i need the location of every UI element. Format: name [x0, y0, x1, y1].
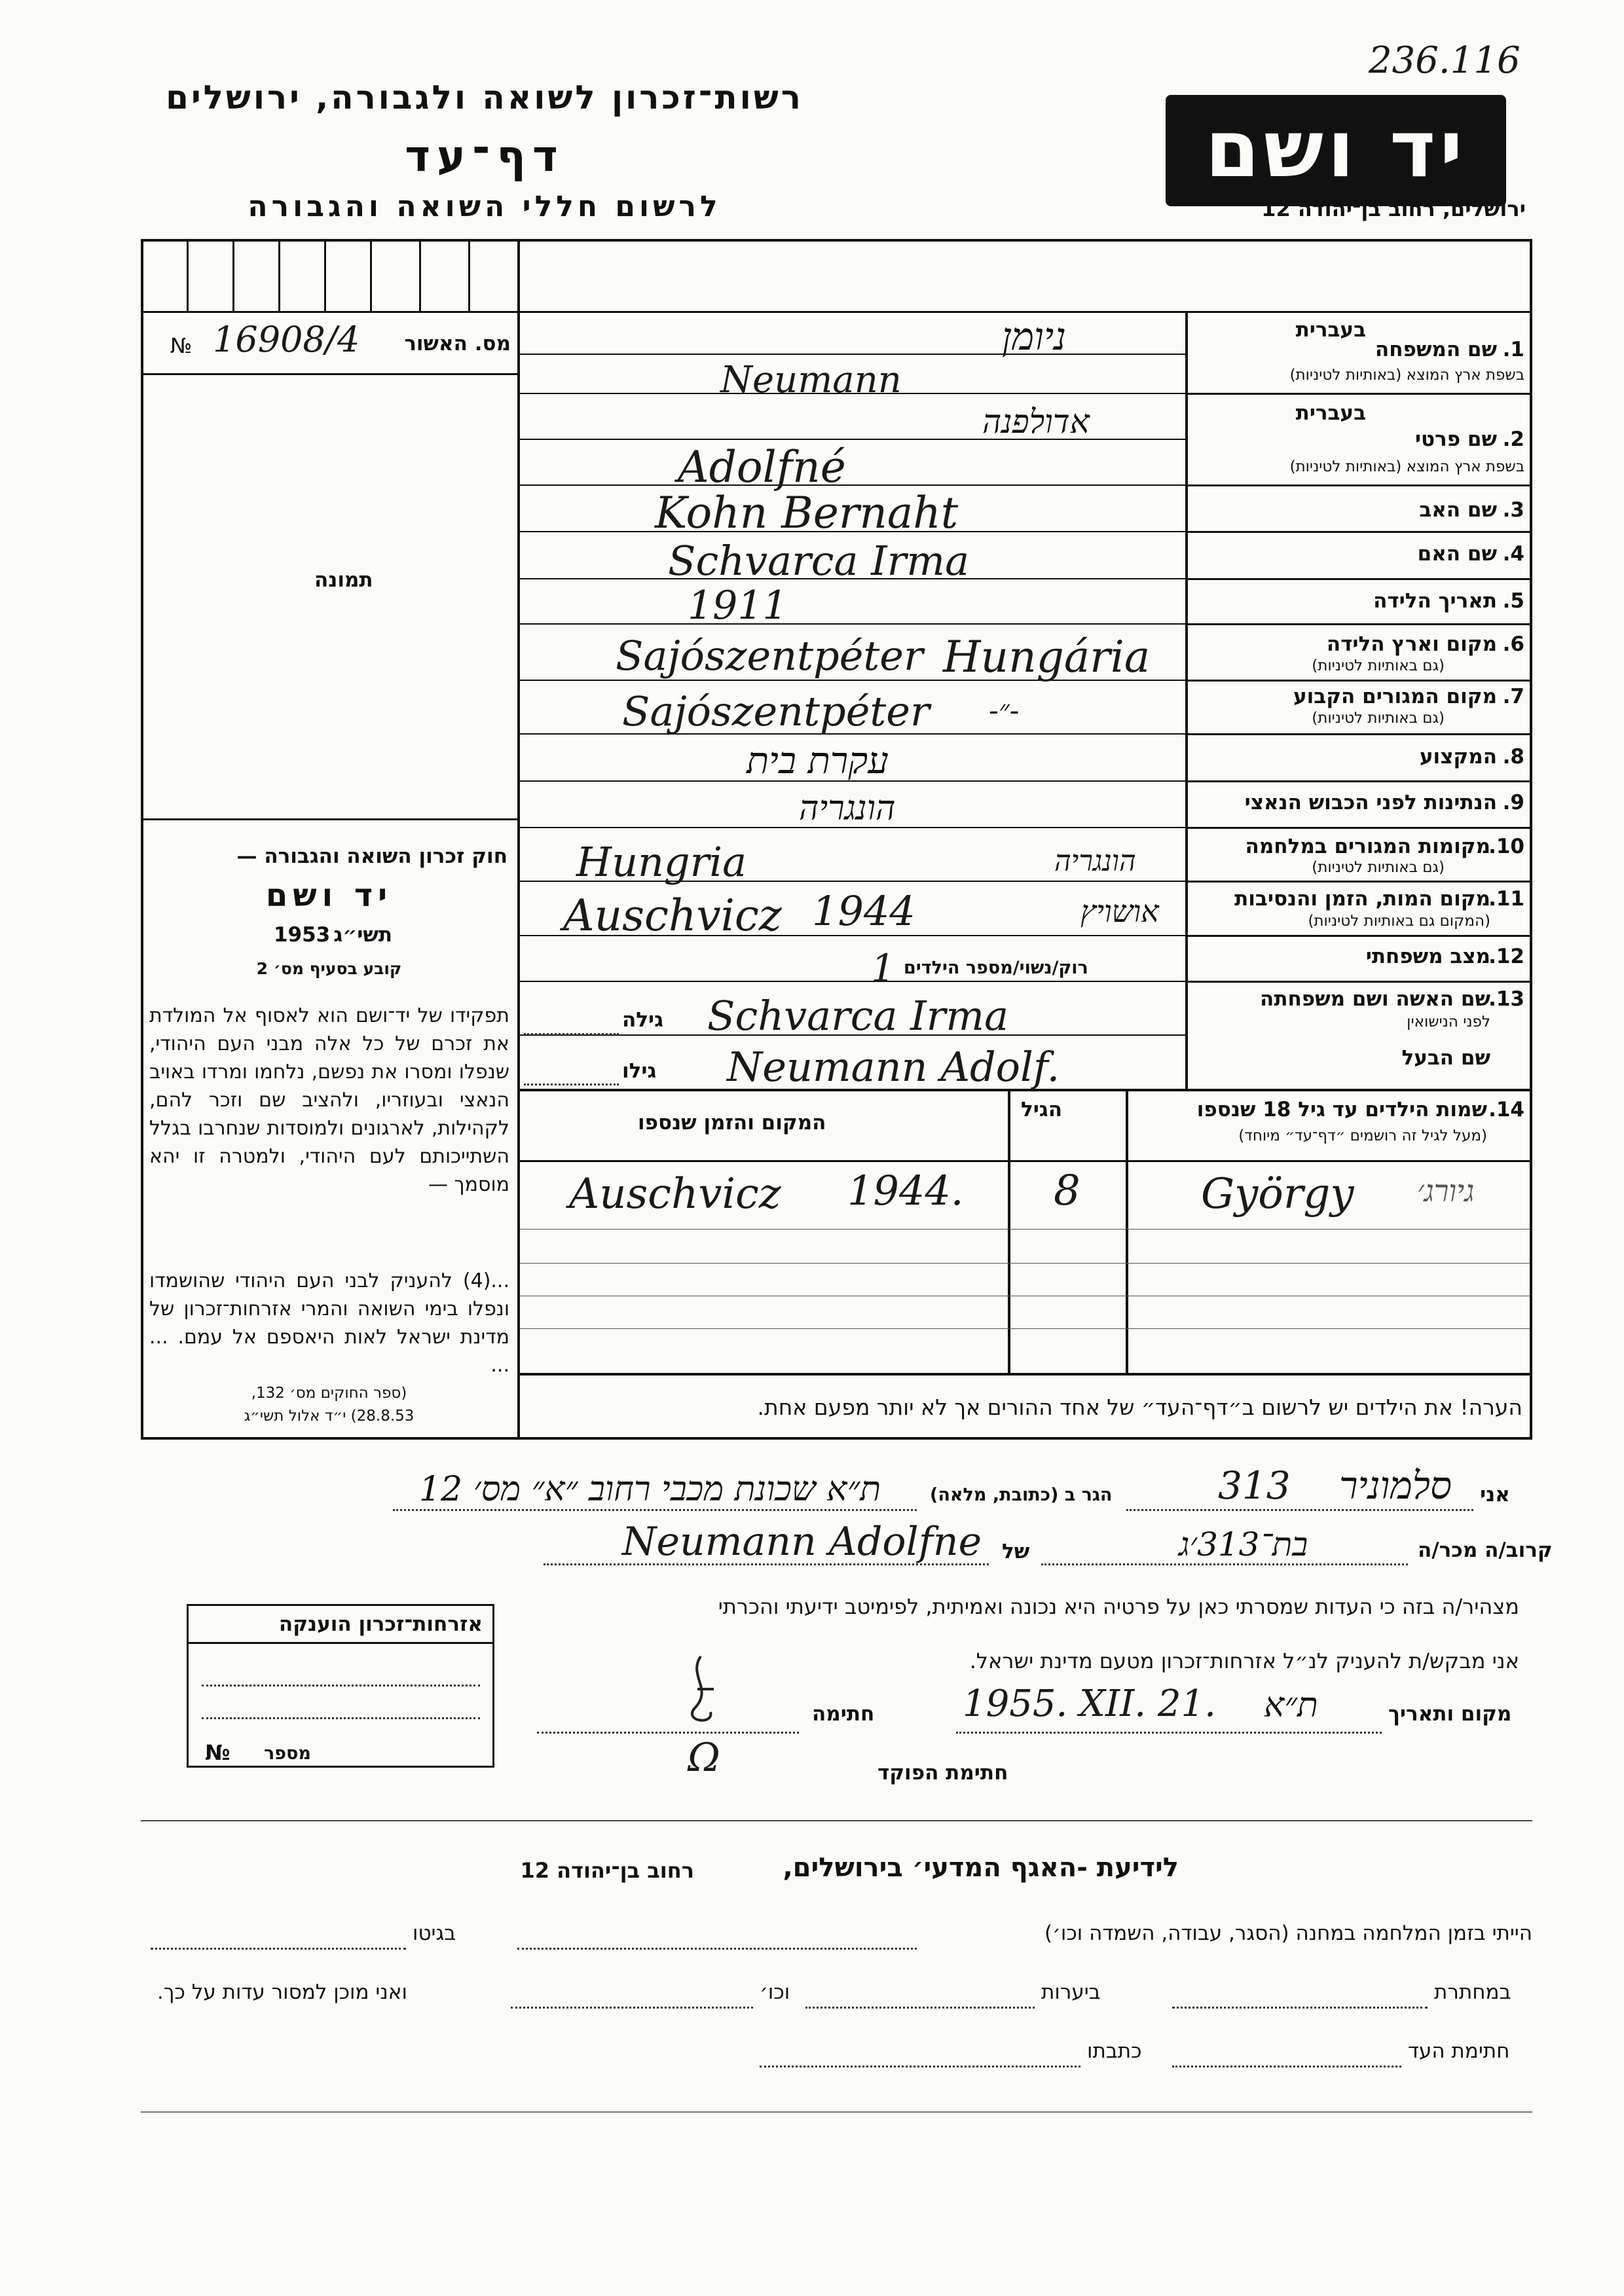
- decl-lives-label: הגר ב (כתובת, מלאה): [930, 1485, 1113, 1505]
- field5-label: תאריך הלידה: [1373, 589, 1497, 613]
- header-address: ירושלים, רחוב בן־יהודה 12: [1261, 196, 1526, 221]
- decl-statement-1: מצהיר/ה בזה כי העדות שמסרתי כאן על פרטיה היא נכונה ואמיתית, לפימיטב ידיעתי והכרתי: [718, 1594, 1519, 1619]
- children-header-names-sub: (מעל לגיל זה רושמים ״דף־עד״ מיוחד): [1238, 1127, 1487, 1144]
- field11-label: מקום המות, הזמן והנסיבות: [1234, 887, 1490, 911]
- page-title: דף־עד: [405, 131, 564, 181]
- field11-value-year[interactable]: 1944: [812, 887, 915, 935]
- certificate-title: אזרחות־זכרון הוענקה: [278, 1613, 483, 1636]
- field4-number: 4.: [1502, 542, 1524, 566]
- field3-label: שם האב: [1419, 498, 1497, 522]
- approval-number-row: [170, 319, 511, 363]
- footer-line2-etc: וכו׳: [760, 1980, 790, 2004]
- decl-place-value[interactable]: ת״א: [1264, 1686, 1318, 1725]
- husband-age-label: גילו: [622, 1059, 657, 1083]
- law-year-row: [151, 923, 507, 947]
- footer-line3-address: כתבתו: [1087, 2039, 1142, 2063]
- decl-officer-mark: Ω: [688, 1735, 720, 1781]
- law-paragraph-2: ...(4) להעניק לבני העם היהודי שהושמדו ונפלו בימי השואה והמרי אזרחות־זכרון של מדינת ישראל לאות היאספם אל עמם. ... ...: [149, 1269, 509, 1377]
- logo-text: יד ושם: [1205, 104, 1467, 195]
- certificate-number-label: מספר: [264, 1743, 311, 1764]
- decl-date-value[interactable]: 1955. XII. 21.: [963, 1683, 1216, 1725]
- field13-label: שם האשה ושם משפחתה: [1260, 987, 1490, 1011]
- field6-number: 6.: [1502, 632, 1524, 656]
- field7-value[interactable]: Sajószentpéter: [622, 687, 930, 735]
- field1-sub-latin: בשפת ארץ המוצא (באותיות לטיניות): [1289, 367, 1524, 384]
- field6-value-place[interactable]: Sajószentpéter: [616, 632, 923, 680]
- law-section: קובע בסעיף מס׳ 2: [256, 959, 402, 978]
- field1-label: שם המשפחה: [1375, 338, 1497, 361]
- field2-value-latin[interactable]: Adolfné: [678, 442, 846, 492]
- archive-number: 236.116: [1369, 39, 1521, 82]
- field2-number: 2.: [1502, 428, 1524, 451]
- husband-label: שם הבעל: [1401, 1046, 1490, 1070]
- decl-ani: אני: [1480, 1483, 1510, 1506]
- certificate-no-sign: №: [205, 1740, 231, 1765]
- decl-address-value[interactable]: ת״א שכונת מכבי רחוב ״א״ מס׳ 12: [419, 1470, 881, 1509]
- field3-value[interactable]: Kohn Bernaht: [655, 488, 959, 538]
- field10-value-he[interactable]: הונגריה: [1054, 845, 1136, 878]
- decl-signature-label: חתימה: [812, 1702, 875, 1726]
- decl-relative-label: קרוב/ה מכר/ה: [1418, 1539, 1553, 1562]
- footer-line2-testimony: ואני מוכן למסור עדות על כך.: [157, 1980, 407, 2004]
- decl-num-value[interactable]: 313: [1218, 1463, 1291, 1508]
- field6-label: מקום וארץ הלידה: [1326, 632, 1497, 656]
- law-reference-1: (ספר החוקים מס׳ 132,: [251, 1385, 407, 1402]
- children-header-place: המקום והזמן שנספו: [638, 1111, 826, 1135]
- field11-value-he[interactable]: אושויץ: [1080, 894, 1159, 929]
- field7-number: 7.: [1502, 685, 1524, 708]
- field13-sub: לפני הנישואין: [1407, 1013, 1490, 1030]
- field2-value-he[interactable]: אדולפנה: [982, 403, 1090, 441]
- children-note: הערה! את הילדים יש לרשום ב״דף־העד״ של אחד ההורים אך לא יותר מפעם אחת.: [757, 1394, 1522, 1420]
- field9-value[interactable]: הונגריה: [799, 789, 896, 828]
- footer-line3-signature: חתימת העד: [1408, 2039, 1510, 2063]
- law-reference-2: 28.8.53) י״ד אלול תשי״ג: [244, 1408, 415, 1425]
- field13-number: 13.: [1488, 987, 1524, 1011]
- footer-line2-underground: במחתרת: [1434, 1980, 1511, 2004]
- children-table: [520, 1091, 1530, 1373]
- field6-value-country[interactable]: Hungária: [943, 632, 1151, 682]
- field1-value-latin[interactable]: Neumann: [720, 359, 902, 401]
- field10-value-latin[interactable]: Hungria: [576, 838, 747, 886]
- field13-value[interactable]: Schvarca Irma: [707, 992, 1009, 1040]
- law-caption: חוק זכרון השואה והגבורה —: [236, 845, 507, 868]
- field8-number: 8.: [1502, 745, 1524, 769]
- field10-sub: (גם באותיות לטיניות): [1312, 859, 1445, 876]
- children-number: 14.: [1488, 1098, 1524, 1121]
- field10-label: מקומות המגורים במלחמה: [1245, 835, 1490, 858]
- photo-label: תמונה: [314, 568, 373, 592]
- field5-value[interactable]: 1911: [688, 583, 788, 629]
- field2-sub-latin: בשפת ארץ המוצא (באותיות לטיניות): [1289, 458, 1524, 475]
- field1-number: 1.: [1502, 338, 1524, 361]
- field2-sub-he: בעברית: [1295, 401, 1366, 425]
- decl-signature-mark: [674, 1650, 727, 1735]
- approval-label: מס. האשור: [404, 332, 511, 355]
- decl-place-date-label: מקום ותאריך: [1388, 1702, 1512, 1726]
- law-year: 1953: [273, 923, 331, 947]
- field3-number: 3.: [1502, 498, 1524, 522]
- footer-line1-ghetto: בגיטו: [413, 1922, 456, 1945]
- field2-label: שם פרטי: [1414, 428, 1497, 451]
- decl-officer-label: חתימת הפוקד: [877, 1761, 1008, 1785]
- field1-sub-he: בעברית: [1295, 318, 1366, 342]
- field9-label: הנתינות לפני הכבוש הנאצי: [1244, 791, 1497, 814]
- field7-sub: (גם באותיות לטיניות): [1312, 710, 1445, 727]
- husband-value[interactable]: Neumann Adolf.: [727, 1043, 1060, 1091]
- child-1-place[interactable]: Auschvicz: [569, 1170, 781, 1218]
- approval-no-sign: №: [170, 333, 193, 358]
- footer-line2-forests: ביערות: [1041, 1980, 1101, 2004]
- yad-vashem-logo: [1166, 95, 1506, 206]
- field-labels-column: [1188, 313, 1530, 1089]
- footer-address: רחוב בן־יהודה 12: [520, 1858, 694, 1883]
- decl-relative-value[interactable]: בת־313׳ג: [1179, 1525, 1308, 1563]
- field10-number: 10.: [1488, 835, 1524, 858]
- field11-value-place[interactable]: Auschvicz: [563, 890, 782, 941]
- child-1-name-he[interactable]: גיורג׳: [1417, 1173, 1475, 1209]
- children-header-age: הגיל: [1021, 1098, 1063, 1121]
- law-paragraph-1: תפקידו של יד־ושם הוא לאסוף אל המולדת את זכרם של כל אלה מבני העם היהודי, שנפלו ומסרו את נפשם, נלחמו ומרדו באויב הנאצי ובעוזריו, ולהציב שם וזכר להם, לקהילות, לארגונים ולמוסדות שנחרבו בגלל השתייכותם לעם היהודי, ולמטרה זו יהא מוסמך —: [149, 1004, 509, 1196]
- field1-value-he[interactable]: ניומן: [1002, 314, 1067, 359]
- field12-inline-label: רוק/נשוי/מספר הילדים: [904, 958, 1088, 978]
- child-1-name[interactable]: György: [1201, 1170, 1354, 1218]
- field11-number: 11.: [1488, 887, 1524, 911]
- field7-label: מקום המגורים הקבוע: [1293, 685, 1497, 708]
- law-year-he: תשי״ג: [333, 923, 393, 947]
- decl-of-label: של: [1002, 1540, 1030, 1563]
- certificate-box: [187, 1604, 494, 1768]
- decl-name-value[interactable]: סלמוניר: [1339, 1463, 1452, 1508]
- field6-sub: (גם באותיות לטיניות): [1312, 657, 1445, 674]
- footer-title: לידיעת -האגף המדעי׳ בירושלים,: [783, 1853, 1179, 1883]
- children-header-names: שמות הילדים עד גיל 18 שנספו: [1196, 1098, 1487, 1121]
- field9-number: 9.: [1502, 791, 1524, 814]
- field12-value[interactable]: 1: [871, 946, 895, 991]
- field7-value-ditto[interactable]: -״-: [989, 694, 1020, 727]
- field8-label: המקצוע: [1419, 745, 1497, 769]
- approval-number[interactable]: 16908/4: [213, 319, 360, 360]
- field4-label: שם האם: [1417, 542, 1497, 566]
- field8-value[interactable]: עקרת בית: [747, 740, 889, 782]
- field5-number: 5.: [1502, 589, 1524, 613]
- child-1-age[interactable]: 8: [1054, 1167, 1080, 1215]
- footer-line1-camp: הייתי בזמן המלחמה במחנה (הסגר, עבודה, השמדה וכו׳): [1044, 1922, 1532, 1945]
- field13-age-label: גילה: [622, 1008, 664, 1032]
- field4-value[interactable]: Schvarca Irma: [668, 537, 970, 585]
- field12-label: מצב משפחתי: [1365, 945, 1490, 968]
- decl-statement-2: אני מבקש/ת להעניק לנ״ל אזרחות־זכרון מטעם מדינת ישראל.: [969, 1649, 1519, 1673]
- page-subtitle: לרשום חללי השואה והגבורה: [248, 190, 722, 223]
- field12-number: 12.: [1488, 945, 1524, 968]
- authority-line: רשות־זכרון לשואה ולגבורה, ירושלים: [166, 79, 803, 117]
- law-name: יד ושם: [265, 877, 393, 914]
- decl-of-value[interactable]: Neumann Adolfne: [622, 1519, 982, 1565]
- child-1-year[interactable]: 1944.: [847, 1167, 964, 1214]
- field11-sub: (המקום גם באותיות לטיניות): [1308, 913, 1490, 930]
